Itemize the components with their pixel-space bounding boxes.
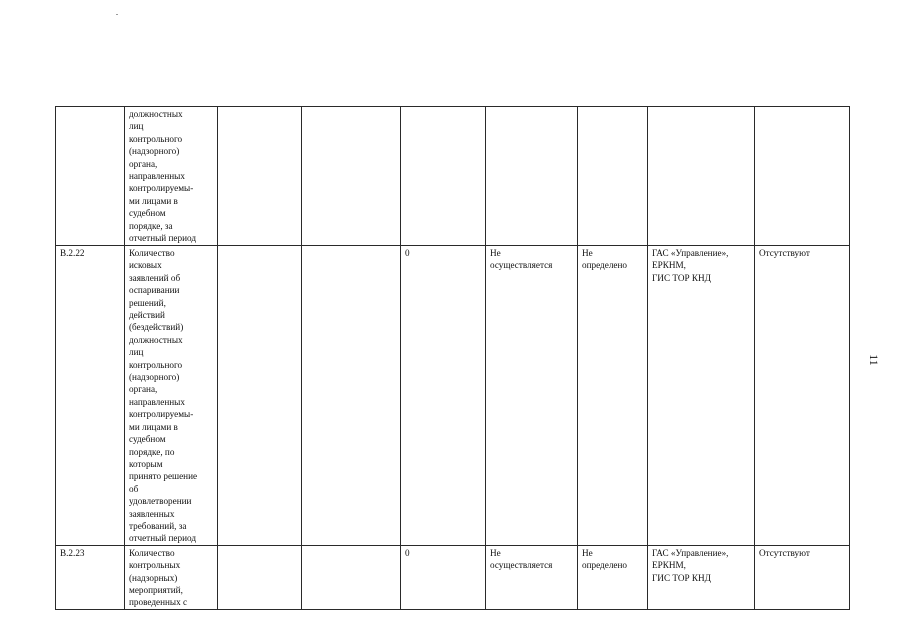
- indicators-table: [55, 106, 850, 610]
- cell-sources: [648, 107, 755, 246]
- cell-code: В.2.23: [56, 545, 125, 609]
- cell-note: Отсутствуют: [755, 246, 850, 546]
- cell-status: Не осуществляется: [486, 246, 578, 546]
- cell-sources: ГАС «Управление», ЕРКНМ, ГИС ТОР КНД: [648, 545, 755, 609]
- cell-status: [486, 107, 578, 246]
- cell-indicator-name: Количество исковых заявлений об оспаривании решений, действий (бездействий) должностных лиц контрольного (надзорного) органа, направленных контролируемы- ми лицами в судебном порядке, по которым принято решение об удовлетворении заявленных требований, за отчетный период: [125, 246, 218, 546]
- cell-col3: [218, 545, 302, 609]
- cell-value: 0: [401, 246, 486, 546]
- table-row: [56, 246, 850, 546]
- cell-code: [56, 107, 125, 246]
- cell-indicator-name: Количество контрольных (надзорных) мероприятий, проведенных с: [125, 545, 218, 609]
- cell-sources: ГАС «Управление», ЕРКНМ, ГИС ТОР КНД: [648, 246, 755, 546]
- cell-col4: [302, 545, 401, 609]
- cell-note: Отсутствуют: [755, 545, 850, 609]
- cell-status: Не осуществляется: [486, 545, 578, 609]
- cell-col3: [218, 107, 302, 246]
- cell-note: [755, 107, 850, 246]
- cell-col4: [302, 107, 401, 246]
- scan-speck: [116, 14, 118, 15]
- table-row: [56, 545, 850, 609]
- cell-col3: [218, 246, 302, 546]
- cell-indicator-name: должностных лиц контрольного (надзорного) органа, направленных контролируемы- ми лицами в судебном порядке, за отчетный период: [125, 107, 218, 246]
- cell-determined: Не определено: [578, 545, 648, 609]
- cell-value: [401, 107, 486, 246]
- table-row: [56, 107, 850, 246]
- cell-determined: [578, 107, 648, 246]
- cell-col4: [302, 246, 401, 546]
- cell-determined: Не определено: [578, 246, 648, 546]
- cell-value: 0: [401, 545, 486, 609]
- page-number: 11: [867, 354, 881, 366]
- cell-code: В.2.22: [56, 246, 125, 546]
